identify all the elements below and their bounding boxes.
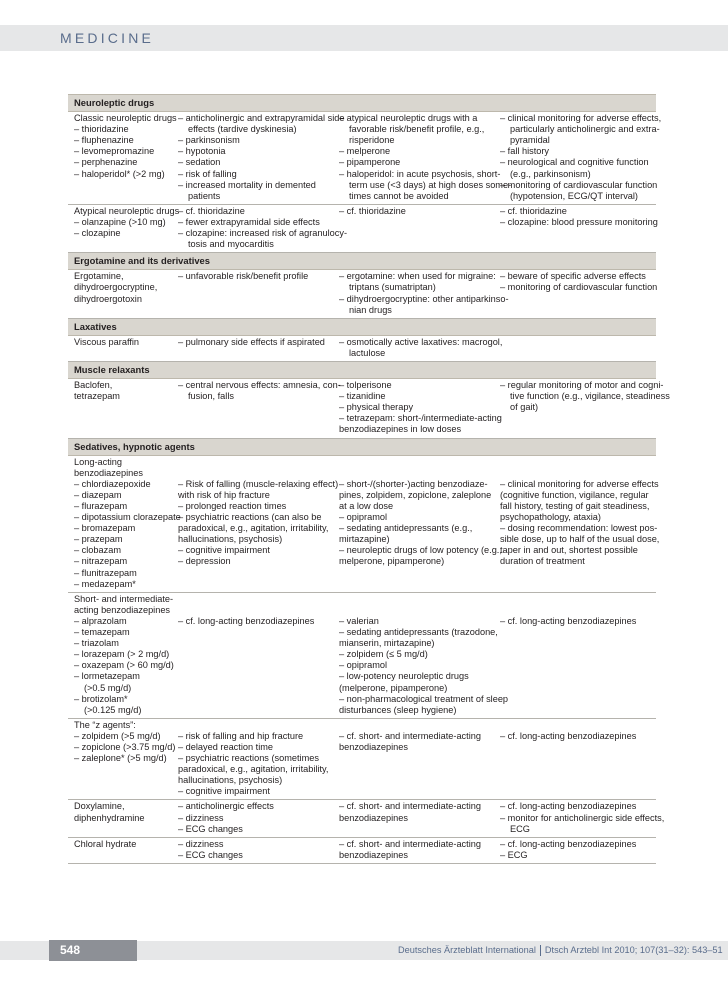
cell-line: benzodiazepines (74, 467, 143, 478)
cell-line: – anticholinergic effects (178, 801, 274, 812)
alternatives-cell (333, 335, 503, 361)
cell-line: – non-pharmacological treatment of sleep (339, 693, 509, 704)
cell-line: – brotizolam* (74, 693, 128, 704)
cell-line (178, 720, 330, 731)
section-header-row (68, 361, 656, 378)
effects-cell (172, 112, 345, 205)
cell-line: – ergotamine: when used for migraine: (339, 271, 496, 282)
cell-line: – risk of falling (178, 168, 237, 179)
section-header-row (68, 438, 656, 455)
cell-line: particularly anticholinergic and extra- (510, 124, 660, 135)
cell-line: – clozapine (74, 228, 121, 239)
cell-line: – nitrazepam (74, 556, 128, 567)
cell-line: – tizanidine (339, 391, 386, 402)
effects-cell (172, 592, 333, 718)
cell-line: Classic neuroleptic drugs (74, 113, 177, 124)
cell-line: – cf. thioridazine (178, 205, 245, 216)
cell-line: – zopiclone (>3.75 mg/d) (74, 741, 176, 752)
footer-separator (540, 945, 541, 956)
cell-line: acting benzodiazepines (74, 604, 171, 615)
effects-cell (172, 204, 348, 252)
cell-line: (melperone, pipamperone) (339, 682, 448, 693)
cell-line: favorable risk/benefit profile, e.g., (349, 124, 485, 135)
measures-cell (494, 592, 656, 718)
alternatives-cell (333, 379, 502, 438)
cell-line (339, 720, 491, 731)
cell-line: – clinical monitoring for adverse effects, (500, 113, 662, 124)
table-row (68, 379, 656, 438)
section-header: Sedatives, hypnotic agents (68, 438, 656, 455)
table-row (68, 718, 656, 800)
table-row (68, 592, 656, 718)
cell-line: term use (<3 days) at high doses some- (349, 179, 512, 190)
cell-line: – prazepam (74, 534, 123, 545)
table-row (68, 455, 656, 592)
page-number: 548 (60, 943, 81, 957)
cell-line: – cf. thioridazine (500, 205, 567, 216)
cell-line: paradoxical, e.g., agitation, irritability, (178, 523, 329, 534)
drugs-cell (68, 718, 176, 800)
cell-line: Ergotamine, (74, 271, 124, 282)
citation: Dtsch Arztebl Int 2010; 107(31–32): 543–51 (544, 945, 723, 955)
cell-line: – triazolam (74, 638, 119, 649)
cell-line: – monitoring of cardiovascular function (500, 282, 658, 293)
cell-line: – flurazepam (74, 501, 128, 511)
cell-line: – opipramol (339, 512, 388, 523)
cell-line: – beware of specific adverse effects (500, 271, 646, 282)
cell-line: – zolpidem (>5 mg/d) (74, 730, 161, 741)
cell-line: – atypical neuroleptic drugs with a (339, 113, 478, 124)
cell-line: lactulose (349, 347, 386, 358)
alternatives-cell (333, 112, 512, 205)
cell-line: – dosing recommendation: lowest pos- (500, 523, 658, 534)
effects-cell (172, 455, 339, 592)
cell-line: pines, zolpidem, zopiclone, zaleplone (339, 489, 492, 500)
effects-cell (172, 335, 333, 361)
table-row (68, 335, 656, 361)
effects-cell (172, 800, 333, 837)
section-header-row (68, 95, 656, 112)
cell-line: duration of treatment (500, 556, 585, 567)
cell-line: – levomepromazine (74, 146, 155, 157)
cell-line: – osmotically active laxatives: macrogol, (339, 336, 503, 347)
cell-line: Atypical neuroleptic drugs (74, 205, 180, 216)
cell-line: diphenhydramine (74, 812, 145, 823)
cell-line: – depression (178, 556, 231, 567)
journal-citation (398, 945, 723, 956)
cell-line: hallucinations, psychosis) (178, 534, 283, 545)
measures-cell (494, 379, 670, 438)
cell-line: – dizziness (178, 838, 224, 849)
drugs-cell (68, 800, 172, 837)
cell-line: – cf. short- and intermediate-acting (339, 838, 481, 849)
alternatives-cell (333, 800, 494, 837)
cell-line: – cf. short- and intermediate-acting (339, 730, 481, 741)
alternatives-cell (333, 455, 502, 592)
cell-line: at a low dose (339, 501, 394, 511)
cell-line: – cf. short- and intermediate-acting (339, 801, 481, 812)
cell-line: (e.g., parkinsonism) (510, 168, 591, 179)
section-header-row (68, 253, 656, 270)
alternatives-cell (333, 592, 509, 718)
cell-line: Long-acting (74, 456, 123, 467)
cell-line (339, 457, 491, 468)
effects-cell (172, 379, 341, 438)
cell-line: benzodiazepines in low doses (339, 424, 462, 435)
alternatives-cell (333, 718, 494, 800)
cell-line: – cf. long-acting benzodiazepines (178, 615, 315, 626)
cell-line (339, 594, 491, 605)
cell-line: – flunitrazepam (74, 567, 137, 578)
cell-line: – bromazepam (74, 523, 136, 534)
cell-line: Baclofen, (74, 380, 113, 391)
cell-line: (cognitive function, vigilance, regular (500, 489, 649, 500)
cell-line: – ECG changes (178, 849, 243, 860)
cell-line (500, 605, 653, 616)
alternatives-cell (333, 837, 494, 863)
cell-line: – neurological and cognitive function (500, 157, 649, 168)
cell-line: fall history, testing of gait steadiness, (500, 501, 650, 511)
cell-line (339, 468, 491, 479)
section-header: Ergotamine and its derivatives (68, 253, 656, 270)
cell-line: – increased mortality in demented (178, 179, 316, 190)
cell-line (500, 457, 653, 468)
cell-line (339, 605, 491, 616)
cell-line: – temazepam (74, 627, 130, 638)
cell-line: fusion, falls (188, 391, 234, 402)
cell-line: benzodiazepines (339, 741, 408, 752)
drugs-cell (68, 592, 172, 718)
cell-line: benzodiazepines (339, 849, 408, 860)
measures-cell (494, 270, 656, 318)
cell-line (178, 457, 330, 468)
cell-line: pyramidal (510, 135, 550, 146)
cell-line: – lormetazepam (74, 671, 140, 682)
cell-line: – pulmonary side effects if aspirated (178, 336, 325, 347)
cell-line: – anticholinergic and extrapyramidal side (178, 113, 345, 124)
medication-table (68, 94, 670, 864)
measures-cell (494, 204, 656, 252)
cell-line: – opipramol (339, 660, 388, 671)
cell-line (500, 720, 653, 731)
cell-line: – ECG (500, 849, 528, 860)
cell-line: – low-potency neuroleptic drugs (339, 671, 469, 682)
cell-line: – fluphenazine (74, 135, 134, 146)
cell-line: – cf. long-acting benzodiazepines (500, 838, 637, 849)
medication-table-body (68, 95, 670, 864)
cell-line: – unfavorable risk/benefit profile (178, 271, 309, 282)
cell-line: – melperone (339, 146, 391, 157)
cell-line: dihydroergotoxin (74, 293, 142, 304)
cell-line: tetrazepam (74, 391, 120, 402)
cell-line: – diazepam (74, 489, 122, 500)
section-header: Laxatives (68, 318, 656, 335)
cell-line: triptans (sumatriptan) (349, 282, 436, 293)
table-row (68, 112, 656, 205)
cell-line: psychopathology, ataxia) (500, 512, 601, 523)
cell-line: – lorazepam (> 2 mg/d) (74, 649, 170, 660)
drugs-cell (68, 270, 172, 318)
measures-cell (494, 718, 656, 800)
cell-line: The “z agents”: (74, 719, 136, 730)
cell-line: – clozapine: blood pressure monitoring (500, 216, 658, 227)
cell-line: dihydroergocryptine, (74, 282, 158, 293)
journal-name: Deutsches Ärzteblatt International (398, 945, 536, 955)
cell-line: – fall history (500, 146, 550, 157)
drugs-cell (68, 455, 181, 592)
cell-line: – zaleplone* (>5 mg/d) (74, 753, 167, 764)
cell-line: – regular monitoring of motor and cogni- (500, 380, 664, 391)
table-row (68, 800, 656, 837)
cell-line: (>0.125 mg/d) (84, 704, 142, 715)
drugs-cell (68, 335, 172, 361)
cell-line: – neuroleptic drugs of low potency (e.g., (339, 545, 502, 556)
cell-line: Short- and intermediate- (74, 593, 174, 604)
measures-cell (494, 112, 662, 205)
cell-line (178, 605, 330, 616)
cell-line: – central nervous effects: amnesia, con- (178, 380, 341, 391)
drugs-cell (68, 204, 180, 252)
cell-line: – medazepam* (74, 578, 136, 589)
cell-line: risperidone (349, 135, 395, 146)
cell-line: – Risk of falling (muscle-relaxing effect) (178, 478, 339, 489)
measures-cell (494, 455, 660, 592)
cell-line (178, 468, 330, 479)
drugs-cell (68, 379, 172, 438)
effects-cell (172, 270, 333, 318)
cell-line: – dizziness (178, 812, 224, 823)
cell-line: melperone, pipamperone) (339, 556, 445, 567)
cell-line: – sedation (178, 157, 221, 168)
cell-line: – cf. long-acting benzodiazepines (500, 801, 637, 812)
cell-line: – psychiatric reactions (can also be (178, 512, 322, 523)
cell-line: – risk of falling and hip fracture (178, 730, 304, 741)
cell-line: – monitor for anticholinergic side effects, (500, 812, 665, 823)
section-header: Muscle relaxants (68, 361, 656, 378)
table-row (68, 204, 656, 252)
cell-line: benzodiazepines (339, 812, 408, 823)
cell-line: – sedating antidepressants (trazodone, (339, 627, 498, 638)
drugs-cell (68, 837, 172, 863)
cell-line: – clinical monitoring for adverse effects (500, 478, 659, 489)
cell-line: with risk of hip fracture (178, 489, 270, 500)
cell-line: – delayed reaction time (178, 741, 273, 752)
section-title: MEDICINE (60, 30, 155, 46)
cell-line: – zolpidem (≤ 5 mg/d) (339, 649, 428, 660)
cell-line: – hypotonia (178, 146, 226, 157)
section-header-row (68, 318, 656, 335)
cell-line: – thioridazine (74, 124, 129, 135)
cell-line: – dihydroergocryptine: other antiparkinso- (339, 293, 509, 304)
cell-line: – monitoring of cardiovascular function (500, 179, 658, 190)
table-row (68, 837, 656, 863)
alternatives-cell (333, 204, 494, 252)
cell-line: – clozapine: increased risk of agranulocy- (178, 228, 348, 239)
cell-line (500, 594, 653, 605)
cell-line: – chlordiazepoxide (74, 478, 151, 489)
cell-line: – prolonged reaction times (178, 501, 287, 511)
cell-line: mianserin, mirtazapine) (339, 638, 435, 649)
cell-line: – cf. long-acting benzodiazepines (500, 615, 637, 626)
cell-line: of gait) (510, 402, 539, 413)
cell-line: nian drugs (349, 304, 392, 315)
cell-line: tosis and myocarditis (188, 239, 274, 250)
cell-line: Chloral hydrate (74, 838, 137, 849)
cell-line: – tetrazepam: short-/intermediate-acting (339, 413, 502, 424)
cell-line: – alprazolam (74, 615, 127, 626)
cell-line: – cf. thioridazine (339, 205, 406, 216)
cell-line: – parkinsonism (178, 135, 240, 146)
cell-line: – valerian (339, 615, 379, 626)
cell-line (178, 594, 330, 605)
cell-line: – oxazepam (> 60 mg/d) (74, 660, 174, 671)
cell-line: – tolperisone (339, 380, 392, 391)
cell-line: times cannot be avoided (349, 190, 449, 201)
cell-line: – psychiatric reactions (sometimes (178, 753, 319, 764)
drugs-cell (68, 112, 177, 205)
cell-line: tive function (e.g., vigilance, steadiness (510, 391, 670, 402)
cell-line: ECG (510, 823, 530, 834)
alternatives-cell (333, 270, 509, 318)
cell-line: – clobazam (74, 545, 121, 556)
cell-line: – physical therapy (339, 402, 414, 413)
cell-line (500, 468, 653, 479)
cell-line: – haloperidol* (>2 mg) (74, 168, 165, 179)
cell-line: hallucinations, psychosis) (178, 775, 283, 786)
cell-line: – short-/(shorter-)acting benzodiaze- (339, 478, 488, 489)
cell-line: – haloperidol: in acute psychosis, short- (339, 168, 501, 179)
cell-line: – perphenazine (74, 157, 138, 168)
cell-line: Doxylamine, (74, 801, 125, 812)
cell-line: – cognitive impairment (178, 545, 270, 556)
cell-line: mirtazapine) (339, 534, 390, 545)
cell-line: patients (188, 190, 221, 201)
cell-line: paradoxical, e.g., agitation, irritability, (178, 764, 329, 775)
cell-line: taper in and out, shortest possible (500, 545, 638, 556)
table-row (68, 270, 656, 318)
cell-line: – sedating antidepressants (e.g., (339, 523, 473, 534)
effects-cell (172, 718, 333, 800)
effects-cell (172, 837, 333, 863)
cell-line: – cf. long-acting benzodiazepines (500, 730, 637, 741)
cell-line: – fewer extrapyramidal side effects (178, 216, 320, 227)
cell-line: – pipamperone (339, 157, 401, 168)
cell-line: Viscous paraffin (74, 336, 140, 347)
section-header: Neuroleptic drugs (68, 95, 656, 112)
cell-line: disturbances (sleep hygiene) (339, 704, 457, 715)
cell-line: – cognitive impairment (178, 786, 270, 797)
cell-line: – olanzapine (>10 mg) (74, 216, 166, 227)
cell-line: sible dose, up to half of the usual dose, (500, 534, 660, 545)
cell-line: (hypotension, ECG/QT interval) (510, 190, 638, 201)
cell-line: – ECG changes (178, 823, 243, 834)
cell-line: – dipotassium clorazepate (74, 512, 181, 523)
cell-line: effects (tardive dyskinesia) (188, 124, 297, 135)
measures-cell (494, 335, 656, 361)
cell-line: (>0.5 mg/d) (84, 682, 132, 693)
measures-cell (494, 837, 656, 863)
measures-cell (494, 800, 665, 837)
